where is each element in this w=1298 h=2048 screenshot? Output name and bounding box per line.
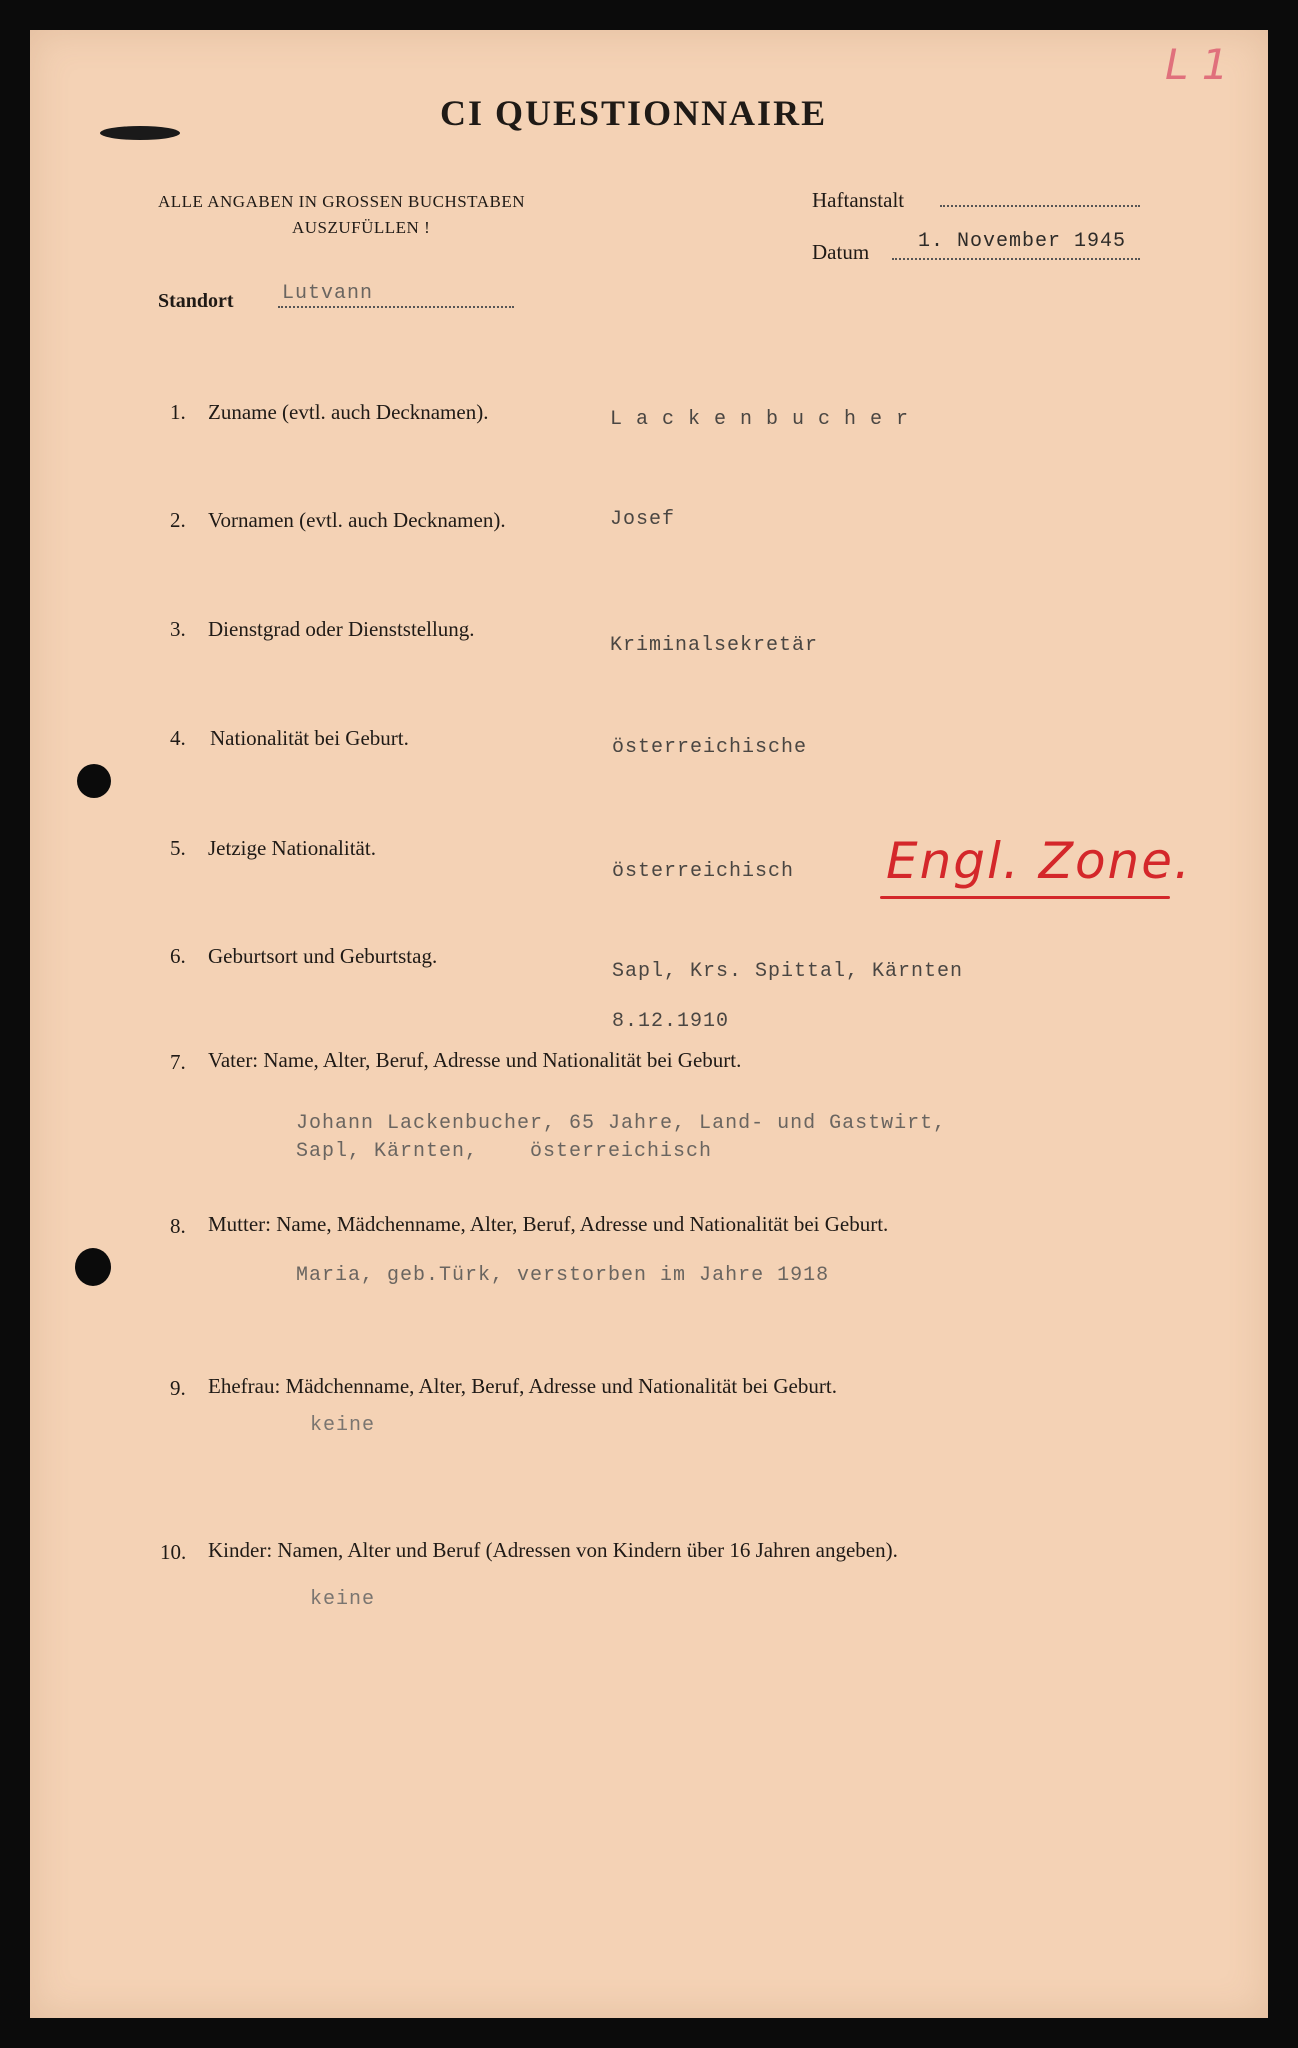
standort-line xyxy=(278,306,514,308)
page-title: CI QUESTIONNAIRE xyxy=(440,93,828,133)
question-7-label: Vater: Name, Alter, Beruf, Adresse und Nationalität bei Geburt. xyxy=(208,1048,742,1072)
question-8-number: 8. xyxy=(170,1214,186,1238)
question-9-answer: keine xyxy=(310,1414,376,1437)
question-5-answer: österreichisch xyxy=(612,860,795,883)
question-7-number: 7. xyxy=(170,1050,186,1074)
punch-hole-lower xyxy=(75,1248,111,1286)
question-4-number: 4. xyxy=(170,726,186,750)
question-10-label: Kinder: Namen, Alter und Beruf (Adressen von Kindern über 16 Jahren angeben). xyxy=(208,1538,898,1562)
question-3-answer: Kriminalsekretär xyxy=(610,634,819,657)
question-6-number: 6. xyxy=(170,944,186,968)
datum-value: 1. November 1945 xyxy=(918,230,1127,253)
ink-smudge xyxy=(100,126,180,140)
corner-mark: L 1 xyxy=(1165,40,1229,89)
question-4-answer: österreichische xyxy=(612,736,808,759)
question-1-label: Zuname (evtl. auch Decknamen). xyxy=(208,400,489,424)
question-1-answer: L a c k e n b u c h e r xyxy=(610,408,910,431)
question-3-label: Dienstgrad oder Dienststellung. xyxy=(208,617,475,641)
question-2-number: 2. xyxy=(170,508,186,532)
question-5-label: Jetzige Nationalität. xyxy=(208,836,376,860)
instruction-line-2: AUSZUFÜLLEN ! xyxy=(292,218,431,237)
question-9-label: Ehefrau: Mädchenname, Alter, Beruf, Adresse und Nationalität bei Geburt. xyxy=(208,1374,837,1398)
question-6-answer-line-2: 8.12.1910 xyxy=(612,1010,730,1033)
question-7-answer-line-2: Sapl, Kärnten, österreichisch xyxy=(296,1140,713,1163)
question-8-answer: Maria, geb.Türk, verstorben im Jahre 1918 xyxy=(296,1264,830,1287)
instruction-line-1: ALLE ANGABEN IN GROSSEN BUCHSTABEN xyxy=(158,192,525,211)
haftanstalt-label: Haftanstalt xyxy=(812,188,905,212)
punch-hole-upper xyxy=(77,764,111,798)
haftanstalt-line xyxy=(940,205,1140,207)
question-1-number: 1. xyxy=(170,400,186,424)
question-10-number: 10. xyxy=(160,1540,187,1564)
datum-label: Datum xyxy=(812,240,870,264)
question-9-number: 9. xyxy=(170,1376,186,1400)
datum-line xyxy=(892,258,1140,260)
question-2-answer: Josef xyxy=(610,508,676,531)
question-5-number: 5. xyxy=(170,836,186,860)
question-8-label: Mutter: Name, Mädchenname, Alter, Beruf, Adresse und Nationalität bei Geburt. xyxy=(208,1212,889,1236)
question-7-answer-line-1: Johann Lackenbucher, 65 Jahre, Land- und Gastwirt, xyxy=(296,1112,947,1135)
standort-label: Standort xyxy=(158,290,234,312)
question-6-label: Geburtsort und Geburtstag. xyxy=(208,944,438,968)
question-10-answer: keine xyxy=(310,1588,376,1611)
standort-value: Lutvann xyxy=(282,282,374,305)
question-4-label: Nationalität bei Geburt. xyxy=(210,726,409,750)
question-6-answer-line-1: Sapl, Krs. Spittal, Kärnten xyxy=(612,960,964,983)
annotation-underline xyxy=(880,896,1170,899)
annotation-engl-zone: Engl. Zone. xyxy=(886,832,1192,890)
question-2-label: Vornamen (evtl. auch Decknamen). xyxy=(208,508,506,532)
question-3-number: 3. xyxy=(170,617,186,641)
